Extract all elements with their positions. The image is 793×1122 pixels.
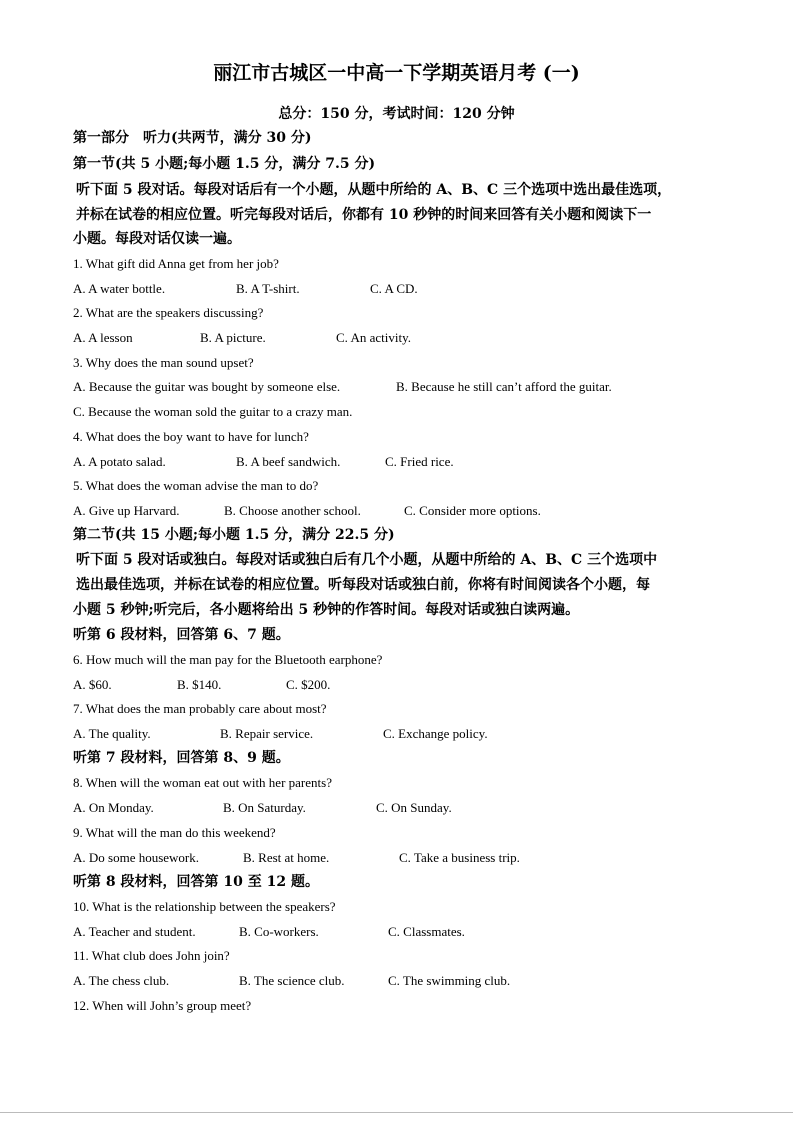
answer-option: C. Because the woman sold the guitar to a crazy man. [73, 404, 353, 419]
answer-option: A. Because the guitar was bought by someone else. [73, 379, 341, 394]
section2-instruction-line: 选出最佳选项，并标在试卷的相应位置。听每段对话或独白前，你将有时间阅读各个小题，每 [76, 577, 650, 593]
page-bottom-divider [0, 1112, 793, 1113]
answer-option: B. Choose another school. [224, 503, 361, 518]
answer-option: B. A T-shirt. [236, 281, 300, 296]
answer-option: A. Give up Harvard. [73, 503, 180, 518]
answer-option: C. $200. [286, 677, 331, 692]
exam-title: 丽江市古城区一中高一下学期英语月考 (一) [213, 62, 580, 84]
answer-option: A. $60. [73, 677, 112, 692]
answer-option: A. A water bottle. [73, 281, 166, 296]
question-stem: 10. What is the relationship between the speakers? [73, 899, 336, 914]
section1-instruction-line: 并标在试卷的相应位置。听完每段对话后，你都有 10 秒钟的时间来回答有关小题和阅读下一 [76, 207, 652, 223]
exam-subtitle: 总分：150 分，考试时间：120 分钟 [278, 106, 515, 122]
answer-option: C. A CD. [370, 281, 418, 296]
answer-option: B. A picture. [200, 330, 266, 345]
answer-option: C. Fried rice. [385, 454, 454, 469]
answer-option: C. An activity. [336, 330, 411, 345]
answer-option: A. A lesson [73, 330, 133, 345]
answer-option: C. Consider more options. [404, 503, 541, 518]
question-stem: 4. What does the boy want to have for lunch? [73, 429, 309, 444]
section1-instruction-line: 小题。每段对话仅读一遍。 [73, 231, 241, 247]
question-stem: 8. When will the woman eat out with her parents? [73, 775, 332, 790]
question-stem: 7. What does the man probably care about most? [73, 701, 327, 716]
answer-option: C. The swimming club. [388, 973, 511, 988]
answer-option: A. The chess club. [73, 973, 170, 988]
answer-option: C. Take a business trip. [399, 850, 520, 865]
question-stem: 5. What does the woman advise the man to do? [73, 478, 319, 493]
question-stem: 9. What will the man do this weekend? [73, 825, 276, 840]
answer-option: C. Exchange policy. [383, 726, 488, 741]
question-stem: 3. Why does the man sound upset? [73, 355, 254, 370]
section2-heading: 第二节(共 15 小题;每小题 1.5 分，满分 22.5 分) [73, 527, 395, 543]
answer-option: B. A beef sandwich. [236, 454, 341, 469]
answer-option: B. The science club. [239, 973, 345, 988]
answer-option: A. A potato salad. [73, 454, 166, 469]
answer-option: A. Do some housework. [73, 850, 200, 865]
answer-option: B. Co-workers. [239, 924, 319, 939]
question-stem: 12. When will John’s group meet? [73, 998, 252, 1013]
answer-option: A. Teacher and student. [73, 924, 196, 939]
answer-option: B. Repair service. [220, 726, 314, 741]
question-stem: 1. What gift did Anna get from her job? [73, 256, 279, 271]
question-stem: 11. What club does John join? [73, 948, 230, 963]
material-heading: 听第 7 段材料，回答第 8、9 题。 [73, 750, 290, 766]
section1-heading: 第一节(共 5 小题;每小题 1.5 分，满分 7.5 分) [73, 156, 376, 172]
answer-option: A. On Monday. [73, 800, 154, 815]
question-stem: 6. How much will the man pay for the Bluetooth earphone? [73, 652, 383, 667]
answer-option: B. On Saturday. [223, 800, 306, 815]
answer-option: C. On Sunday. [376, 800, 452, 815]
section2-instruction-line: 小题 5 秒钟;听完后，各小题将给出 5 秒钟的作答时间。每段对话或独白读两遍。 [73, 602, 580, 618]
material-heading: 听第 8 段材料，回答第 10 至 12 题。 [73, 874, 319, 890]
section1-instruction-line: 听下面 5 段对话。每段对话后有一个小题，从题中所给的 A、B、C 三个选项中选出最佳选项， [76, 182, 672, 198]
answer-option: C. Classmates. [388, 924, 465, 939]
answer-option: B. Because he still can’t afford the guitar. [396, 379, 612, 394]
answer-option: A. The quality. [73, 726, 151, 741]
part1-heading: 第一部分 听力(共两节，满分 30 分) [73, 130, 312, 146]
material-heading: 听第 6 段材料，回答第 6、7 题。 [73, 627, 290, 643]
question-stem: 2. What are the speakers discussing? [73, 305, 264, 320]
answer-option: B. $140. [177, 677, 222, 692]
answer-option: B. Rest at home. [243, 850, 330, 865]
section2-instruction-line: 听下面 5 段对话或独白。每段对话或独白后有几个小题，从题中所给的 A、B、C 三个选项中 [76, 552, 658, 568]
